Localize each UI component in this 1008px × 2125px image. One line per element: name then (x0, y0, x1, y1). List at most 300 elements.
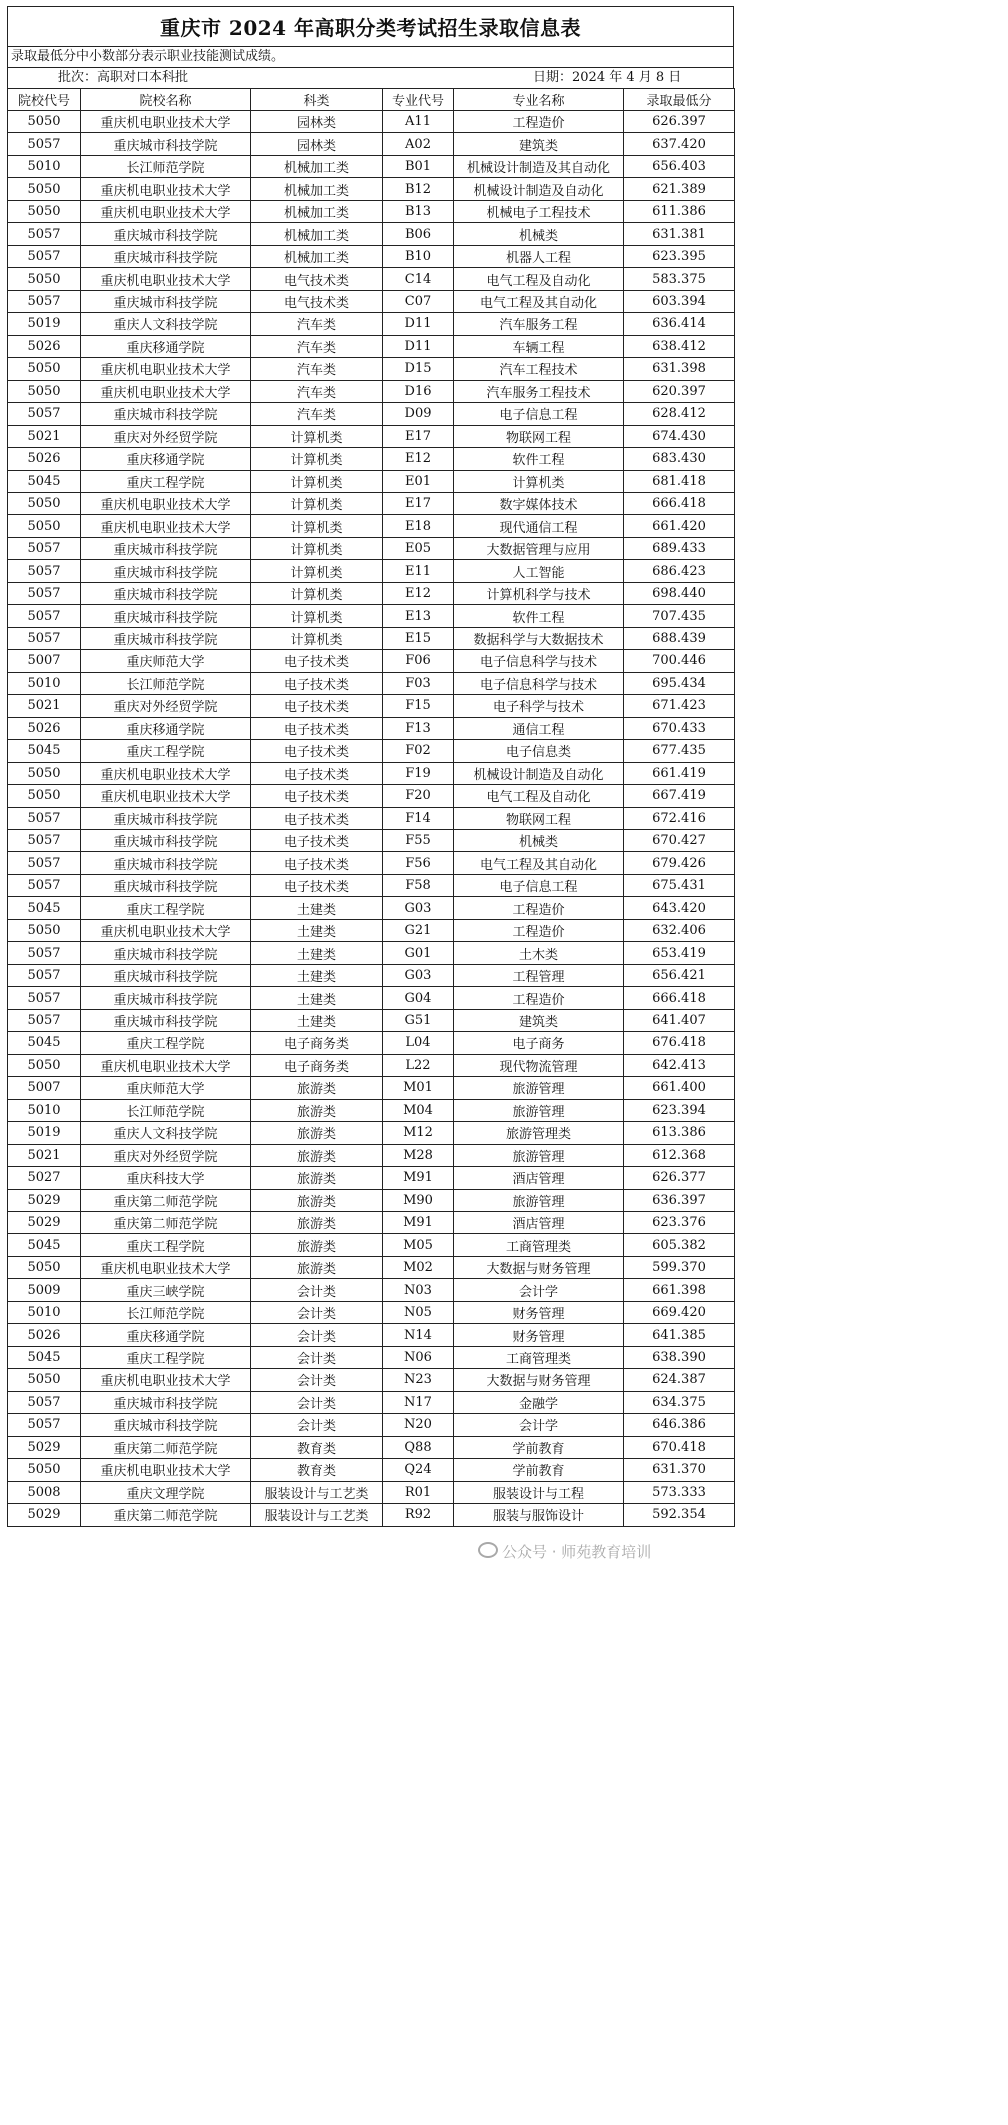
table-row (8, 1122, 735, 1144)
cell-category: 电子技术类 (251, 852, 383, 874)
cell-major-name: 大数据与财务管理 (454, 1369, 624, 1391)
table-body (8, 111, 735, 1527)
cell-major-name: 大数据与财务管理 (454, 1256, 624, 1278)
cell-min-score: 626.397 (624, 111, 735, 133)
cell-min-score: 698.440 (624, 582, 735, 604)
cell-min-score: 675.431 (624, 874, 735, 896)
batch-label: 批次：高职对口本科批 (58, 70, 189, 85)
table-row (8, 897, 735, 919)
cell-major-code: D15 (383, 358, 454, 380)
cell-min-score: 636.414 (624, 313, 735, 335)
table-row (8, 874, 735, 896)
cell-category: 旅游类 (251, 1122, 383, 1144)
cell-category: 汽车类 (251, 358, 383, 380)
cell-major-code: E17 (383, 425, 454, 447)
cell-category: 计算机类 (251, 560, 383, 582)
table-row (8, 672, 735, 694)
admission-document (7, 6, 734, 1527)
cell-school-name: 重庆对外经贸学院 (81, 425, 251, 447)
cell-min-score: 621.389 (624, 178, 735, 200)
cell-school-name: 重庆机电职业技术大学 (81, 111, 251, 133)
cell-major-code: M91 (383, 1211, 454, 1233)
col-header-min-score: 录取最低分 (624, 89, 735, 111)
cell-school-code: 5026 (8, 717, 81, 739)
cell-school-code: 5045 (8, 897, 81, 919)
cell-major-name: 工程造价 (454, 111, 624, 133)
table-row (8, 942, 735, 964)
cell-school-code: 5057 (8, 290, 81, 312)
cell-school-name: 重庆工程学院 (81, 740, 251, 762)
cell-major-code: Q88 (383, 1436, 454, 1458)
table-row (8, 1167, 735, 1189)
cell-category: 土建类 (251, 897, 383, 919)
cell-min-score: 695.434 (624, 672, 735, 694)
cell-major-name: 大数据管理与应用 (454, 537, 624, 559)
cell-major-code: F03 (383, 672, 454, 694)
cell-min-score: 605.382 (624, 1234, 735, 1256)
cell-major-name: 机器人工程 (454, 245, 624, 267)
cell-school-name: 重庆对外经贸学院 (81, 1144, 251, 1166)
cell-school-name: 重庆城市科技学院 (81, 852, 251, 874)
cell-major-name: 会计学 (454, 1279, 624, 1301)
cell-school-code: 5019 (8, 1122, 81, 1144)
cell-major-code: N14 (383, 1324, 454, 1346)
wechat-icon (478, 1542, 498, 1558)
meta-row (7, 67, 734, 88)
cell-school-code: 5057 (8, 830, 81, 852)
cell-school-name: 重庆机电职业技术大学 (81, 358, 251, 380)
cell-school-code: 5050 (8, 1369, 81, 1391)
cell-category: 服装设计与工艺类 (251, 1481, 383, 1503)
cell-major-name: 财务管理 (454, 1324, 624, 1346)
cell-major-code: D16 (383, 380, 454, 402)
table-row (8, 1391, 735, 1413)
table-row (8, 1301, 735, 1323)
cell-major-code: M01 (383, 1077, 454, 1099)
cell-major-name: 数据科学与大数据技术 (454, 627, 624, 649)
cell-major-name: 计算机科学与技术 (454, 582, 624, 604)
cell-major-code: E05 (383, 537, 454, 559)
cell-school-name: 重庆师范大学 (81, 1077, 251, 1099)
cell-school-name: 重庆城市科技学院 (81, 290, 251, 312)
col-header-school-name: 院校名称 (81, 89, 251, 111)
cell-major-code: M02 (383, 1256, 454, 1278)
table-row (8, 762, 735, 784)
cell-school-name: 重庆机电职业技术大学 (81, 492, 251, 514)
cell-category: 电子技术类 (251, 717, 383, 739)
cell-major-code: F20 (383, 785, 454, 807)
cell-school-name: 重庆城市科技学院 (81, 537, 251, 559)
cell-major-name: 酒店管理 (454, 1211, 624, 1233)
cell-major-code: L22 (383, 1054, 454, 1076)
cell-school-name: 重庆城市科技学院 (81, 560, 251, 582)
col-header-major-name: 专业名称 (454, 89, 624, 111)
cell-min-score: 623.376 (624, 1211, 735, 1233)
table-row (8, 448, 735, 470)
cell-school-name: 重庆城市科技学院 (81, 605, 251, 627)
cell-category: 机械加工类 (251, 245, 383, 267)
cell-school-name: 重庆移通学院 (81, 717, 251, 739)
cell-major-name: 机械类 (454, 223, 624, 245)
cell-school-name: 重庆机电职业技术大学 (81, 919, 251, 941)
cell-category: 园林类 (251, 111, 383, 133)
cell-min-score: 681.418 (624, 470, 735, 492)
cell-min-score: 700.446 (624, 650, 735, 672)
cell-school-name: 重庆移通学院 (81, 335, 251, 357)
table-row (8, 245, 735, 267)
cell-major-name: 工商管理类 (454, 1346, 624, 1368)
cell-category: 园林类 (251, 133, 383, 155)
table-row (8, 717, 735, 739)
cell-school-code: 5010 (8, 1099, 81, 1121)
cell-major-code: E11 (383, 560, 454, 582)
cell-min-score: 661.398 (624, 1279, 735, 1301)
table-row (8, 1032, 735, 1054)
cell-major-code: M04 (383, 1099, 454, 1121)
cell-major-name: 机械设计制造及其自动化 (454, 155, 624, 177)
cell-school-code: 5050 (8, 1256, 81, 1278)
cell-min-score: 661.419 (624, 762, 735, 784)
cell-school-code: 5050 (8, 178, 81, 200)
cell-category: 机械加工类 (251, 223, 383, 245)
cell-major-name: 旅游管理 (454, 1144, 624, 1166)
cell-school-name: 重庆人文科技学院 (81, 1122, 251, 1144)
table-row (8, 1189, 735, 1211)
cell-min-score: 656.421 (624, 964, 735, 986)
cell-school-code: 5045 (8, 1346, 81, 1368)
cell-school-code: 5029 (8, 1211, 81, 1233)
cell-school-name: 重庆城市科技学院 (81, 807, 251, 829)
cell-school-name: 重庆移通学院 (81, 448, 251, 470)
table-row (8, 830, 735, 852)
cell-school-code: 5057 (8, 1414, 81, 1436)
cell-school-code: 5050 (8, 380, 81, 402)
cell-school-code: 5019 (8, 313, 81, 335)
cell-major-code: E12 (383, 448, 454, 470)
table-row (8, 1324, 735, 1346)
cell-category: 计算机类 (251, 537, 383, 559)
cell-min-score: 632.406 (624, 919, 735, 941)
cell-major-code: M28 (383, 1144, 454, 1166)
cell-min-score: 688.439 (624, 627, 735, 649)
cell-major-name: 电气工程及其自动化 (454, 290, 624, 312)
cell-category: 旅游类 (251, 1189, 383, 1211)
cell-school-code: 5057 (8, 560, 81, 582)
cell-category: 旅游类 (251, 1234, 383, 1256)
table-row (8, 403, 735, 425)
cell-school-code: 5057 (8, 807, 81, 829)
cell-major-name: 财务管理 (454, 1301, 624, 1323)
cell-major-code: D09 (383, 403, 454, 425)
cell-major-name: 工商管理类 (454, 1234, 624, 1256)
table-row (8, 1211, 735, 1233)
cell-major-name: 机械设计制造及自动化 (454, 762, 624, 784)
table-row (8, 1099, 735, 1121)
table-row (8, 1054, 735, 1076)
cell-category: 电子技术类 (251, 785, 383, 807)
cell-major-name: 工程管理 (454, 964, 624, 986)
cell-major-code: B06 (383, 223, 454, 245)
cell-min-score: 666.418 (624, 492, 735, 514)
cell-min-score: 583.375 (624, 268, 735, 290)
cell-major-name: 建筑类 (454, 1009, 624, 1031)
cell-major-name: 机械电子工程技术 (454, 200, 624, 222)
cell-school-name: 重庆城市科技学院 (81, 133, 251, 155)
cell-school-code: 5029 (8, 1436, 81, 1458)
cell-school-code: 5045 (8, 470, 81, 492)
cell-major-name: 物联网工程 (454, 425, 624, 447)
cell-major-code: A02 (383, 133, 454, 155)
cell-min-score: 677.435 (624, 740, 735, 762)
cell-school-code: 5057 (8, 942, 81, 964)
cell-school-code: 5057 (8, 852, 81, 874)
table-row (8, 1009, 735, 1031)
cell-major-code: L04 (383, 1032, 454, 1054)
cell-min-score: 641.385 (624, 1324, 735, 1346)
table-row (8, 200, 735, 222)
cell-category: 土建类 (251, 919, 383, 941)
cell-major-name: 通信工程 (454, 717, 624, 739)
table-row (8, 1414, 735, 1436)
cell-school-name: 重庆城市科技学院 (81, 987, 251, 1009)
table-row (8, 380, 735, 402)
cell-school-name: 重庆机电职业技术大学 (81, 785, 251, 807)
cell-major-name: 计算机类 (454, 470, 624, 492)
col-header-category: 科类 (251, 89, 383, 111)
cell-school-code: 5057 (8, 627, 81, 649)
table-row (8, 425, 735, 447)
cell-min-score: 631.370 (624, 1459, 735, 1481)
cell-major-code: E17 (383, 492, 454, 514)
cell-major-name: 汽车服务工程 (454, 313, 624, 335)
cell-school-code: 5026 (8, 448, 81, 470)
cell-major-code: G21 (383, 919, 454, 941)
cell-major-name: 车辆工程 (454, 335, 624, 357)
cell-major-code: E15 (383, 627, 454, 649)
cell-school-code: 5010 (8, 155, 81, 177)
table-row (8, 987, 735, 1009)
table-row (8, 178, 735, 200)
cell-school-code: 5021 (8, 695, 81, 717)
cell-school-name: 重庆机电职业技术大学 (81, 1054, 251, 1076)
cell-category: 会计类 (251, 1414, 383, 1436)
cell-school-name: 长江师范学院 (81, 672, 251, 694)
cell-school-name: 长江师范学院 (81, 155, 251, 177)
cell-min-score: 573.333 (624, 1481, 735, 1503)
cell-category: 旅游类 (251, 1144, 383, 1166)
cell-min-score: 603.394 (624, 290, 735, 312)
cell-school-code: 5007 (8, 650, 81, 672)
cell-school-code: 5027 (8, 1167, 81, 1189)
cell-school-code: 5050 (8, 358, 81, 380)
cell-school-name: 长江师范学院 (81, 1099, 251, 1121)
cell-min-score: 634.375 (624, 1391, 735, 1413)
cell-major-name: 数字媒体技术 (454, 492, 624, 514)
cell-school-name: 长江师范学院 (81, 1301, 251, 1323)
cell-major-name: 机械设计制造及自动化 (454, 178, 624, 200)
cell-school-code: 5057 (8, 582, 81, 604)
cell-major-code: F14 (383, 807, 454, 829)
cell-school-code: 5009 (8, 1279, 81, 1301)
cell-school-name: 重庆城市科技学院 (81, 403, 251, 425)
cell-school-name: 重庆机电职业技术大学 (81, 1256, 251, 1278)
cell-major-code: B12 (383, 178, 454, 200)
cell-major-name: 汽车工程技术 (454, 358, 624, 380)
table-row (8, 807, 735, 829)
cell-school-name: 重庆城市科技学院 (81, 1009, 251, 1031)
table-row (8, 1459, 735, 1481)
cell-min-score: 667.419 (624, 785, 735, 807)
cell-major-code: D11 (383, 313, 454, 335)
cell-school-code: 5050 (8, 785, 81, 807)
cell-major-code: F15 (383, 695, 454, 717)
cell-category: 电气技术类 (251, 268, 383, 290)
cell-major-name: 土木类 (454, 942, 624, 964)
date-label: 日期：2024 年 4 月 8 日 (533, 70, 682, 85)
cell-category: 电气技术类 (251, 290, 383, 312)
cell-category: 电子技术类 (251, 830, 383, 852)
cell-min-score: 679.426 (624, 852, 735, 874)
table-row (8, 537, 735, 559)
cell-major-code: G03 (383, 897, 454, 919)
cell-major-name: 电子科学与技术 (454, 695, 624, 717)
cell-category: 会计类 (251, 1301, 383, 1323)
cell-school-name: 重庆城市科技学院 (81, 627, 251, 649)
cell-category: 土建类 (251, 1009, 383, 1031)
table-row (8, 919, 735, 941)
cell-school-name: 重庆城市科技学院 (81, 245, 251, 267)
cell-major-code: A11 (383, 111, 454, 133)
table-row (8, 1369, 735, 1391)
cell-school-code: 5050 (8, 762, 81, 784)
cell-min-score: 689.433 (624, 537, 735, 559)
cell-school-code: 5057 (8, 964, 81, 986)
table-row (8, 740, 735, 762)
cell-category: 计算机类 (251, 605, 383, 627)
cell-school-code: 5021 (8, 1144, 81, 1166)
cell-category: 旅游类 (251, 1077, 383, 1099)
cell-school-name: 重庆城市科技学院 (81, 582, 251, 604)
table-row (8, 313, 735, 335)
cell-major-code: F19 (383, 762, 454, 784)
cell-category: 会计类 (251, 1279, 383, 1301)
cell-school-code: 5045 (8, 740, 81, 762)
cell-min-score: 628.412 (624, 403, 735, 425)
col-header-school-code: 院校代号 (8, 89, 81, 111)
cell-school-code: 5050 (8, 268, 81, 290)
cell-major-name: 工程造价 (454, 919, 624, 941)
table-row (8, 470, 735, 492)
cell-category: 计算机类 (251, 582, 383, 604)
cell-school-name: 重庆城市科技学院 (81, 223, 251, 245)
cell-major-code: F06 (383, 650, 454, 672)
table-row (8, 785, 735, 807)
cell-category: 计算机类 (251, 515, 383, 537)
table-row (8, 1279, 735, 1301)
table-row (8, 560, 735, 582)
cell-major-name: 物联网工程 (454, 807, 624, 829)
cell-min-score: 637.420 (624, 133, 735, 155)
cell-school-code: 5007 (8, 1077, 81, 1099)
table-row (8, 133, 735, 155)
cell-major-name: 学前教育 (454, 1436, 624, 1458)
cell-school-name: 重庆机电职业技术大学 (81, 380, 251, 402)
cell-school-code: 5029 (8, 1189, 81, 1211)
cell-school-name: 重庆对外经贸学院 (81, 695, 251, 717)
watermark-text: 公众号 · 师苑教育培训 (502, 1543, 652, 1561)
cell-major-code: C14 (383, 268, 454, 290)
header-row (8, 89, 735, 111)
table-row (8, 605, 735, 627)
cell-category: 电子商务类 (251, 1054, 383, 1076)
cell-major-name: 旅游管理 (454, 1099, 624, 1121)
cell-major-name: 软件工程 (454, 605, 624, 627)
cell-min-score: 631.398 (624, 358, 735, 380)
table-row (8, 1504, 735, 1526)
cell-category: 汽车类 (251, 335, 383, 357)
table-row (8, 650, 735, 672)
cell-category: 机械加工类 (251, 200, 383, 222)
cell-school-code: 5050 (8, 919, 81, 941)
cell-school-code: 5050 (8, 515, 81, 537)
cell-category: 计算机类 (251, 492, 383, 514)
cell-school-name: 重庆城市科技学院 (81, 830, 251, 852)
cell-category: 机械加工类 (251, 155, 383, 177)
table-row (8, 1436, 735, 1458)
table-row (8, 223, 735, 245)
cell-min-score: 670.433 (624, 717, 735, 739)
cell-min-score: 661.400 (624, 1077, 735, 1099)
cell-major-code: F02 (383, 740, 454, 762)
cell-major-code: E01 (383, 470, 454, 492)
cell-school-name: 重庆工程学院 (81, 1346, 251, 1368)
cell-major-code: D11 (383, 335, 454, 357)
cell-min-score: 611.386 (624, 200, 735, 222)
cell-school-name: 重庆机电职业技术大学 (81, 762, 251, 784)
cell-major-name: 工程造价 (454, 897, 624, 919)
cell-category: 土建类 (251, 987, 383, 1009)
cell-category: 电子技术类 (251, 695, 383, 717)
cell-min-score: 656.403 (624, 155, 735, 177)
cell-major-name: 电气工程及其自动化 (454, 852, 624, 874)
cell-major-name: 汽车服务工程技术 (454, 380, 624, 402)
cell-major-name: 电子信息科学与技术 (454, 650, 624, 672)
cell-min-score: 626.377 (624, 1167, 735, 1189)
cell-category: 计算机类 (251, 470, 383, 492)
table-row (8, 1144, 735, 1166)
cell-category: 汽车类 (251, 403, 383, 425)
cell-min-score: 669.420 (624, 1301, 735, 1323)
cell-school-name: 重庆第二师范学院 (81, 1211, 251, 1233)
cell-major-code: N03 (383, 1279, 454, 1301)
cell-school-name: 重庆城市科技学院 (81, 942, 251, 964)
table-row (8, 1077, 735, 1099)
cell-major-name: 工程造价 (454, 987, 624, 1009)
cell-school-code: 5057 (8, 133, 81, 155)
cell-min-score: 592.354 (624, 1504, 735, 1526)
cell-major-name: 金融学 (454, 1391, 624, 1413)
cell-school-code: 5045 (8, 1032, 81, 1054)
document-title: 重庆市 2024 年高职分类考试招生录取信息表 (7, 6, 734, 46)
cell-school-code: 5057 (8, 537, 81, 559)
cell-major-name: 电气工程及自动化 (454, 268, 624, 290)
cell-min-score: 612.368 (624, 1144, 735, 1166)
cell-major-code: N23 (383, 1369, 454, 1391)
cell-min-score: 666.418 (624, 987, 735, 1009)
table-row (8, 111, 735, 133)
cell-school-name: 重庆机电职业技术大学 (81, 268, 251, 290)
table-row (8, 1256, 735, 1278)
